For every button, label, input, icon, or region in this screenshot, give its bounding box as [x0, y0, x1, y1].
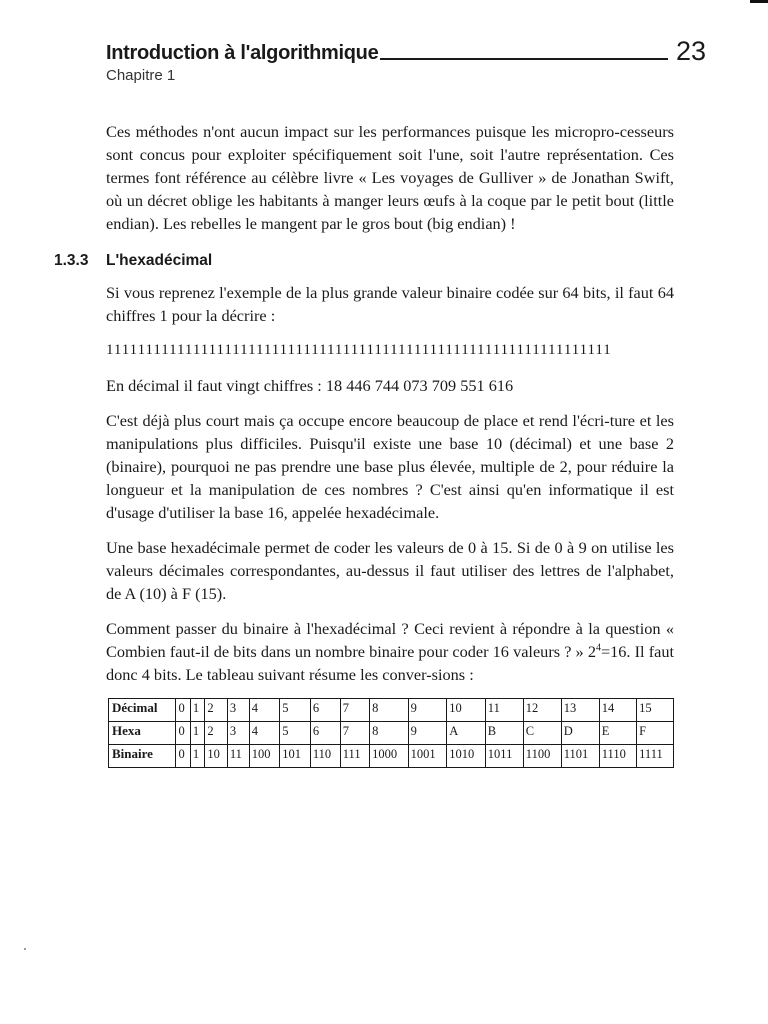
table-cell: 1101: [561, 745, 599, 768]
header-row: [106, 38, 706, 65]
table-cell: 1010: [447, 745, 486, 768]
header-rule: [380, 58, 668, 60]
table-cell: 2: [205, 722, 227, 745]
section-title: L'hexadécimal: [106, 252, 213, 269]
page-number: 23: [675, 36, 706, 66]
table-cell: 1100: [523, 745, 561, 768]
exponent: 4: [595, 642, 601, 654]
table-cell: D: [561, 722, 599, 745]
binary-string: 1111111111111111111111111111111111111111111111111111111111111111: [106, 342, 612, 358]
paragraph-decimal: En décimal il faut vingt chiffres : 18 446 744 073 709 551 616: [106, 376, 514, 395]
table-cell: 5: [280, 699, 311, 722]
page-edge-mark: [750, 0, 768, 3]
table-cell: 0: [176, 722, 190, 745]
chapter-label: Chapitre 1: [106, 67, 176, 84]
table-row: [109, 699, 674, 722]
table-cell: 14: [599, 699, 636, 722]
section-heading: [54, 251, 674, 271]
table-cell: 5: [280, 722, 311, 745]
table-cell: 12: [523, 699, 561, 722]
table-cell: 8: [370, 722, 409, 745]
paragraph-endianness: Ces méthodes n'ont aucun impact sur les performances puisque les micropro-cesseurs sont concus pour exploiter spécifiquement soit l'une, soit l'autre représentation. Ces termes font référence au célèbre livre « Les voyages de Gulliver » de Jonathan Swift, où un décret oblige les habitants à manger leurs œufs à la coque par le petit bout (little endian). Les rebelles le mangent par le gros bout (big endian) !: [106, 122, 674, 233]
table-cell: 1001: [408, 745, 447, 768]
paragraph-base-16: C'est déjà plus court mais ça occupe encore beaucoup de place et rend l'écri-ture et les manipulations plus difficiles. Puisqu'il existe une base 10 (décimal) et une base 2 (binaire), pourquoi ne pas prendre une base plus élevée, multiple de 2, pour réduire la longueur et la manipulation de ces nombres ? C'est ainsi qu'en informatique il est d'usage d'utiliser la base 16, appelée hexadécimale.: [106, 411, 674, 522]
table-cell: E: [599, 722, 636, 745]
table-cell: 11: [227, 745, 249, 768]
section-number: 1.3.3: [54, 252, 89, 269]
table-cell: 0: [176, 699, 190, 722]
table-cell: 7: [340, 699, 369, 722]
conversion-text-start: Comment passer du binaire à l'hexadécimal ? Ceci revient à répondre à la question « Combien faut-il de bits dans un nombre binaire pour coder 16 valeurs ? » 2: [106, 619, 674, 661]
table-cell: 101: [280, 745, 311, 768]
table-cell: 1: [190, 745, 204, 768]
table-cell: 1111: [637, 745, 674, 768]
conversion-table: [108, 698, 674, 768]
paragraph-hex-letters: Une base hexadécimale permet de coder les valeurs de 0 à 15. Si de 0 à 9 on utilise les valeurs décimales correspondantes, au-dessus il faut utiliser des lettres de l'alphabet, de A (10) à F (15).: [106, 538, 674, 603]
table-cell: 100: [249, 745, 280, 768]
table-cell: 4: [249, 699, 280, 722]
table-cell: 11: [485, 699, 523, 722]
table-cell: 1: [190, 722, 204, 745]
table-cell: 3: [227, 722, 249, 745]
scan-speck: [24, 948, 26, 950]
table-cell: 6: [310, 722, 340, 745]
table-cell: 9: [408, 722, 447, 745]
table-cell: C: [523, 722, 561, 745]
paragraph-conversion: [106, 617, 674, 686]
page-header: [106, 38, 706, 84]
table-cell: 0: [176, 745, 190, 768]
page-body: [54, 120, 675, 768]
row-header: Binaire: [109, 745, 176, 768]
table-cell: F: [637, 722, 674, 745]
table-cell: 2: [205, 699, 227, 722]
table-cell: 10: [447, 699, 486, 722]
table-cell: 4: [249, 722, 280, 745]
table-row: [109, 722, 674, 745]
table-cell: 111: [340, 745, 369, 768]
conversion-text-end: =16. Il faut donc 4 bits. Le tableau suivant résume les conver-sions :: [106, 642, 675, 684]
table-cell: 1: [190, 699, 204, 722]
table-cell: 1000: [370, 745, 409, 768]
table-cell: 9: [408, 699, 447, 722]
table-cell: 13: [561, 699, 599, 722]
table-cell: 3: [227, 699, 249, 722]
paragraph-64-bits: Si vous reprenez l'exemple de la plus grande valeur binaire codée sur 64 bits, il faut 64 chiffres 1 pour la décrire :: [106, 283, 674, 325]
book-title: Introduction à l'algorithmique: [106, 42, 379, 64]
table-cell: 110: [310, 745, 340, 768]
row-header: Décimal: [109, 699, 176, 722]
conversion-table-body: [109, 699, 674, 768]
table-cell: 1011: [485, 745, 523, 768]
table-cell: B: [485, 722, 523, 745]
table-cell: 15: [637, 699, 674, 722]
table-cell: 7: [340, 722, 369, 745]
table-cell: 1110: [599, 745, 636, 768]
table-row: [109, 745, 674, 768]
table-cell: 10: [205, 745, 227, 768]
table-cell: 6: [310, 699, 340, 722]
table-cell: 8: [370, 699, 409, 722]
row-header: Hexa: [109, 722, 176, 745]
table-cell: A: [447, 722, 486, 745]
